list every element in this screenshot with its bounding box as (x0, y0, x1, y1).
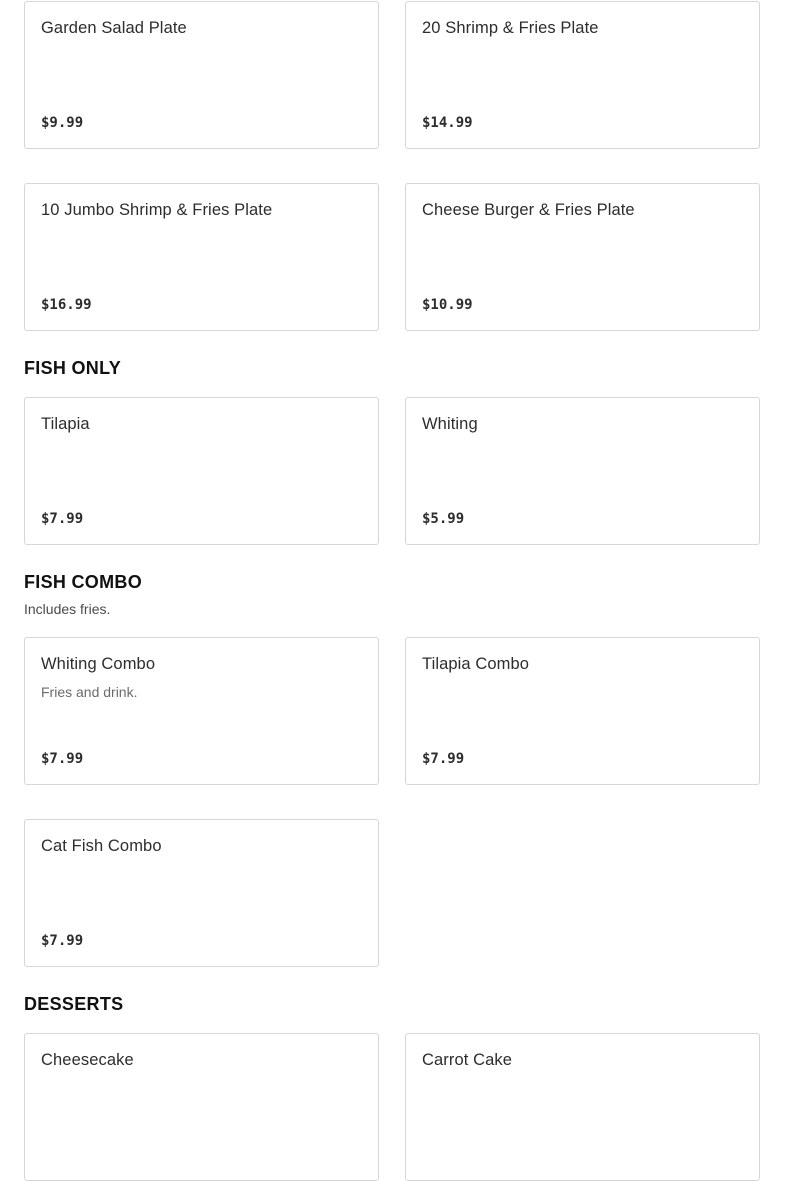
menu-item-card[interactable] (24, 819, 379, 967)
menu-item-description: Fries and drink. (41, 684, 138, 700)
menu-item-price: $10.99 (422, 297, 473, 313)
section-title-fish-combo: FISH COMBO (24, 572, 142, 592)
menu-item-price: $7.99 (41, 511, 84, 527)
menu-item-price: $14.99 (422, 115, 473, 131)
menu-item-price: $16.99 (41, 297, 92, 313)
menu-item-price: $7.99 (41, 751, 84, 767)
menu-item-card[interactable] (24, 1, 379, 149)
menu-item-name: Garden Salad Plate (41, 19, 187, 37)
menu-item-name: Tilapia (41, 415, 90, 433)
menu-item-name: Cheesecake (41, 1051, 134, 1069)
menu-item-card[interactable] (405, 1, 760, 149)
menu-item-name: Cheese Burger & Fries Plate (422, 201, 635, 219)
menu-item-name: Whiting (422, 415, 478, 433)
menu-item-card[interactable] (405, 183, 760, 331)
menu-item-name: 20 Shrimp & Fries Plate (422, 19, 599, 37)
menu-item-name: Tilapia Combo (422, 655, 530, 673)
menu-item-price: $7.99 (422, 751, 465, 767)
section-description: Includes fries. (24, 601, 111, 617)
menu-item-card[interactable] (405, 637, 760, 785)
menu-item-card[interactable] (24, 1033, 379, 1181)
menu-item-card[interactable] (24, 637, 379, 785)
menu-item-card[interactable] (405, 1033, 760, 1181)
menu-item-card[interactable] (405, 397, 760, 545)
menu-item-name: 10 Jumbo Shrimp & Fries Plate (41, 201, 273, 219)
menu-item-name: Carrot Cake (422, 1051, 513, 1069)
section-title-fish-only: FISH ONLY (24, 358, 122, 378)
menu-item-price: $7.99 (41, 933, 84, 949)
menu-item-card[interactable] (24, 397, 379, 545)
menu-item-price: $9.99 (41, 115, 84, 131)
menu-item-card[interactable] (24, 183, 379, 331)
menu-item-name: Whiting Combo (41, 655, 156, 673)
menu-item-price: $5.99 (422, 511, 465, 527)
menu-item-name: Cat Fish Combo (41, 837, 162, 855)
section-title-desserts: DESSERTS (24, 994, 124, 1014)
